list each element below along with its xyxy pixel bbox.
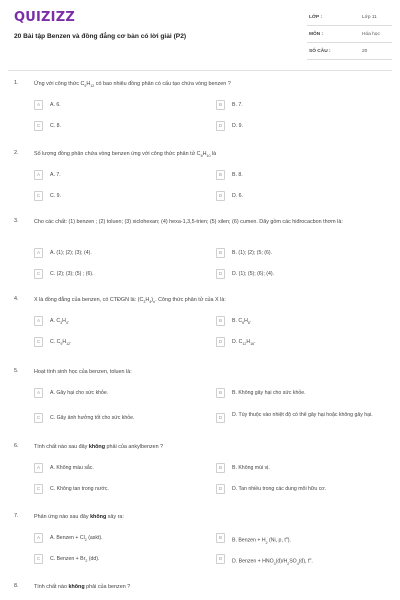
option-letter-box: B <box>216 533 225 543</box>
option-letter-box: D <box>216 121 225 131</box>
option-text: B. Không gây hại cho sức khỏe. <box>232 390 306 396</box>
meta-key: MÔN : <box>309 32 324 37</box>
question-text: Tính chất nào sau đây không phải của ankylbenzen ? <box>34 444 164 450</box>
option-text: C. Không tan trong nước. <box>50 486 109 492</box>
option-letter-box: C <box>34 484 43 494</box>
question-text: X là đồng đẳng của benzen, có CTĐGN là: $(C_3H_4)_n$. Công thức phân tử của X là: <box>34 297 226 305</box>
option-text: A. 6. <box>50 102 61 108</box>
option-letter-box: A <box>34 248 43 258</box>
option-text: B. 8. <box>232 172 243 178</box>
option-letter-box: C <box>34 269 43 279</box>
option-letter-box: B <box>216 463 225 473</box>
header-divider <box>8 70 392 71</box>
question-text: Tính chất nào không phải của benzen ? <box>34 584 131 590</box>
option-text: B. $C_6H_8$. <box>232 318 252 326</box>
option-letter-box: C <box>34 554 43 564</box>
option-letter-box: B <box>216 170 225 180</box>
question-text: Cho các chất: (1) benzen ; (2) toluen; (3) xiclohexan; (4) hexa-1,3,5-trien; (5) xilen; (6) cumen. Dãy gồm các hiđrocacbon thơm là: <box>34 219 343 225</box>
option-text: B. Không mùi vị. <box>232 465 270 471</box>
option-text: C. $C_9H_{12}$. <box>50 339 72 347</box>
option-text: A. (1); (2); (3); (4). <box>50 250 92 256</box>
meta-value: 20 <box>362 49 368 54</box>
option-letter-box: D <box>216 554 225 564</box>
question-number: 2. <box>14 150 19 156</box>
question-number: 5. <box>14 368 19 374</box>
option-letter-box: D <box>216 269 225 279</box>
option-text: D. 9. <box>232 123 243 129</box>
question-number: 6. <box>14 443 19 449</box>
option-text: A. Không màu sắc. <box>50 465 94 471</box>
option-letter-box: D <box>216 413 225 423</box>
option-letter-box: D <box>216 484 225 494</box>
option-text: D. Benzen + $HNO_3(đ)/H_2SO_4(đ)$, $t^o$. <box>232 557 313 566</box>
question-number: 1. <box>14 80 19 86</box>
option-text: D. (1); (5); (6); (4). <box>232 271 275 277</box>
option-text: D. 6. <box>232 193 243 199</box>
option-text: C. 8. <box>50 123 61 129</box>
option-text: B. (1); (2); (5; (6). <box>232 250 273 256</box>
option-text: C. (2); (3); (5) ; (6). <box>50 271 94 277</box>
option-text: D. Tùy thuộc vào nhiệt độ có thể gây hại hoặc không gây hại. <box>232 412 373 418</box>
option-text: D. $C_{12}H_{16}$. <box>232 339 256 347</box>
question-text: Hoạt tính sinh học của benzen, toluen là: <box>34 369 132 375</box>
document-title: 20 Bài tập Benzen và đồng đẳng cơ bản có lời giải (P2) <box>14 33 187 40</box>
option-letter-box: A <box>34 170 43 180</box>
option-letter-box: B <box>216 248 225 258</box>
option-letter-box: B <box>216 100 225 110</box>
option-text: C. Benzen + $Br_2$ (dd). <box>50 556 100 564</box>
question-number: 8. <box>14 583 19 589</box>
option-letter-box: B <box>216 388 225 398</box>
option-letter-box: C <box>34 413 43 423</box>
option-text: A. 7. <box>50 172 61 178</box>
option-letter-box: D <box>216 337 225 347</box>
option-letter-box: C <box>34 121 43 131</box>
document-header <box>0 0 400 68</box>
question-number: 4. <box>14 296 19 302</box>
meta-value: Lớp 11 <box>362 15 377 20</box>
option-text: C. 9. <box>50 193 61 199</box>
meta-key: SỐ CÂU : <box>309 49 331 54</box>
question-text: Phản ứng nào sau đây không xảy ra: <box>34 514 124 520</box>
meta-key: LỚP : <box>309 15 323 20</box>
question-text: Ứng với công thức $C_9H_{12}$ có bao nhiêu đồng phân có cấu tạo chứa vòng benzen ? <box>34 81 231 89</box>
option-text: A. $C_3H_4$. <box>50 318 70 326</box>
option-text: B. 7. <box>232 102 243 108</box>
option-text: D. Tan nhiều trong các dung môi hữu cơ. <box>232 486 327 492</box>
option-letter-box: D <box>216 191 225 201</box>
option-letter-box: C <box>34 191 43 201</box>
option-letter-box: A <box>34 533 43 543</box>
question-number: 3. <box>14 218 19 224</box>
question-text: Số lượng đồng phân chứa vòng benzen ứng với công thức phân tử $C_8H_{10}$ là <box>34 151 217 159</box>
question-number: 7. <box>14 513 19 519</box>
option-letter-box: B <box>216 316 225 326</box>
meta-value: Hóa học <box>362 32 380 37</box>
option-letter-box: A <box>34 388 43 398</box>
option-text: A. Benzen + $Cl_2$ (askt). <box>50 535 103 543</box>
option-text: A. Gây hại cho sức khỏe. <box>50 390 109 396</box>
option-letter-box: A <box>34 463 43 473</box>
meta-question-count <box>307 44 392 60</box>
option-text: B. Benzen + $H_2$ (Ni, p, $t^o$). <box>232 536 291 545</box>
quizizz-logo: QUIZIZZ <box>14 10 75 25</box>
option-letter-box: C <box>34 337 43 347</box>
meta-class <box>307 10 392 26</box>
option-letter-box: A <box>34 316 43 326</box>
option-text: C. Gây ảnh hưởng tốt cho sức khỏe. <box>50 415 135 421</box>
meta-subject <box>307 27 392 43</box>
option-letter-box: A <box>34 100 43 110</box>
